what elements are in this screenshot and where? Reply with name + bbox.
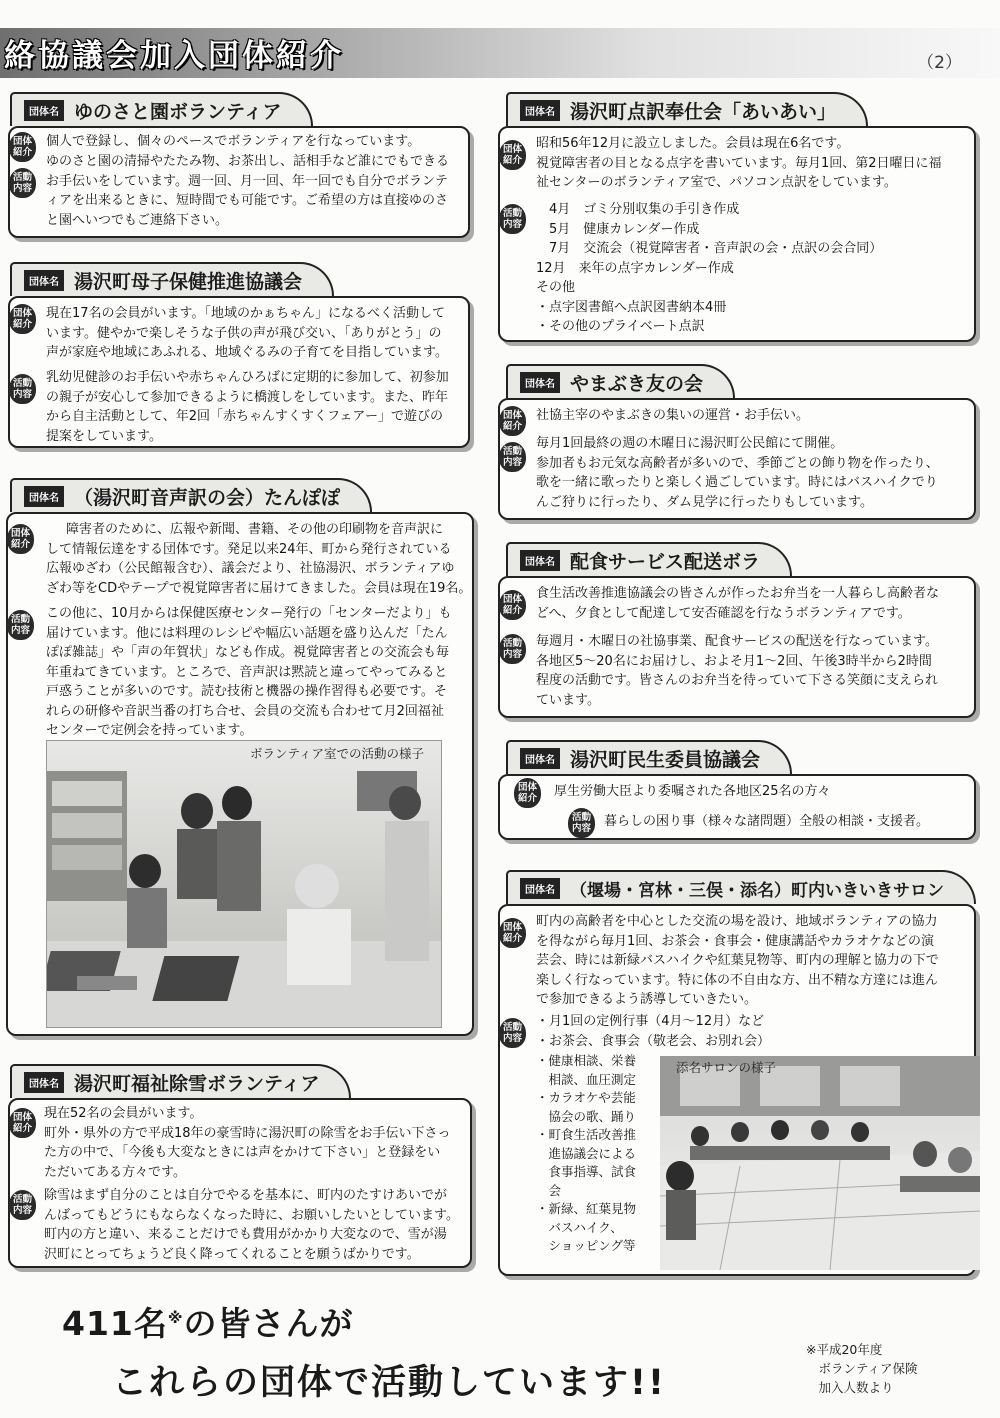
header-banner: [0, 28, 1000, 78]
group-name-tab: [506, 870, 976, 904]
activity-badge: 活動 内容: [9, 168, 36, 198]
group-box: [8, 296, 470, 448]
group-box: [6, 512, 474, 1036]
group-haishoku: [496, 542, 986, 722]
group-name: 湯沢町母子保健推進協議会: [74, 270, 303, 293]
activity-text: この他に、10月からは保健医療センター発行の「センターだより」も 届けています。他には料理のレシピや幅広い話題を盛り込んだ「たん ぽぽ雑誌」や「声の年賀状」なども作成。視覚障害者との交流会も毎 年重ねてきています。ところで、音声訳は黙読と違ってやってみると 戸惑うことが多いのです。読む技術と機器の操作習得も必要です。そ れらの研修や音訳当番の打ち合せ、会員の交流も合わせて月2回福祉 センターで定例会を持っています。: [46, 606, 452, 738]
group-box: [498, 774, 976, 840]
group-box: [8, 126, 470, 238]
intro-badge: 団体 紹介: [9, 304, 36, 334]
activity-badge: 活動 内容: [499, 1018, 526, 1048]
group-name: 湯沢町民生委員協議会: [570, 748, 761, 771]
activity-badge: 活動 内容: [499, 442, 526, 472]
intro-text: 食生活改善推進協議会の皆さんが作ったお弁当を一人暮らし高齢者な どへ、夕食として配達して安否確認を行なうボランティアです。: [536, 586, 940, 621]
activity-text: ・月1回の定例行事（4月〜12月）など ・お茶会、食事会（敬老会、お別れ会）: [536, 1014, 771, 1049]
intro-badge: 団体 紹介: [514, 778, 541, 808]
group-box: [498, 126, 976, 342]
activity-photo: [46, 740, 442, 1028]
group-name-tab: [10, 478, 372, 512]
activity-text: ゆのさと園の清掃やたたみ物、お茶出し、話相手など誰にでもできる お手伝いをしています。週一回、月一回、年一回でも自分でボランテ ィアを出来るときに、短時間でも可能です。ご希望の方は直接ゆのさ と園へいつでもご連絡下さい。: [46, 154, 450, 228]
group-tanpopo: [0, 478, 480, 1038]
group-salon: [496, 870, 986, 1280]
intro-badge: 団体 紹介: [499, 918, 526, 948]
salon-photo-illustration: [660, 1056, 980, 1270]
intro-text: 現在52名の会員がいます。 町外・県外の方で平成18年の豪雪時に湯沢町の除雪をお手伝い下さっ た方の中で、「今後も大変なときには声をかけて下さい」と登録をい ただいてある方々です。: [44, 1106, 451, 1180]
intro-badge: 団体 紹介: [7, 524, 34, 554]
intro-badge: 団体 紹介: [499, 406, 526, 436]
group-name: 配食サービス配送ボラ: [570, 550, 761, 573]
salon-photo: [660, 1056, 980, 1270]
group-name: ゆのさと園ボランティア: [74, 100, 282, 123]
group-box: [498, 398, 976, 520]
group-box: [8, 1098, 472, 1268]
group-label: 団体名: [520, 550, 560, 571]
group-box: [498, 576, 976, 718]
group-name-tab: [10, 262, 334, 296]
intro-text: 現在17名の会員がいます。「地域のかぁちゃん」になるべく活動して います。健やかで楽しそうな子供の声が飛び交い、「ありがとう」の 声が家庭や地域にあふれる、地域ぐるみの子育てを目指しています。: [46, 306, 448, 360]
group-label: 団体名: [24, 270, 64, 291]
activity-badge: 活動 内容: [568, 808, 595, 838]
activity-text: 暮らしの困り事（様々な諸問題）全般の相談・支援者。: [604, 814, 930, 829]
intro-badge: 団体 紹介: [9, 1108, 36, 1138]
group-label: 団体名: [24, 100, 64, 121]
group-josetsu: [0, 1064, 480, 1272]
group-minsei: [496, 740, 986, 844]
group-name: やまぶき友の会: [570, 372, 704, 395]
group-name: 湯沢町点訳奉仕会「あいあい」: [570, 100, 837, 123]
page-title: 絡協議会加入団体紹介: [4, 38, 344, 74]
intro-text: 町内の高齢者を中心とした交流の場を設け、地域ボランティアの協力 を得ながら毎月1回、お茶会・食事会・健康講話やカラオケなどの演 芸会、時には新緑バスハイクや紅葉見物等、町内の理解と協力の下で 楽しく行なっています。特に体の不自由な方、出不精な方達には進ん で参加できるよう誘導していきたい。: [536, 914, 939, 1007]
group-label: 団体名: [520, 100, 560, 121]
intro-text: 障害者のために、広報や新聞、書籍、その他の印刷物を音声訳に して情報伝達をする団体です。発足以来24年、町から発行されている 広報ゆざわ（公民館報含む）、議会だより、社協湯沢、ボランティアゆ ざわ等をCDやテープで視覚障害者に届けてきました。会員は現在19名。: [46, 522, 472, 596]
group-yunosato: [0, 92, 480, 242]
intro-text: 昭和56年12月に設立しました。会員は現在6名です。 視覚障害者の目となる点字を書いています。毎月1回、第2日曜日に福 祉センターのボランティア室で、パソコン点訳をしています。: [536, 136, 942, 190]
intro-badge: 団体 紹介: [499, 590, 526, 620]
activity-text: 除雪はまず自分のことは自分でやるを基本に、町内のたすけあいでが んばってもどうにもならなくなった時に、お願いしたいとしています。 町内の方と違い、来ることだけでも費用がかかり大変なので、雪が湯 沢町にとってちょうど良く降ってくれることを願うばかりです。: [44, 1188, 459, 1262]
footer-line-1: 411名※の皆さんが: [62, 1304, 354, 1343]
page-number: （2）: [917, 53, 962, 73]
activity-badge: 活動 内容: [499, 634, 526, 664]
group-name-tab: [10, 1064, 351, 1098]
activity-list: ・健康相談、栄養 相談、血圧測定 ・カラオケや芸能 協会の歌、踊り ・町食生活改善推 進協議会による 食事指導、試食 会 ・新緑、紅葉見物 バスハイク、 ショッピング等: [536, 1053, 637, 1253]
group-name-tab: [506, 92, 868, 126]
intro-text: 社協主宰のやまぶきの集いの運営・お手伝い。: [536, 408, 810, 423]
footer-line-2: これらの団体で活動しています!!: [112, 1363, 666, 1403]
intro-text: 個人で登録し、個々のペースでボランティアを行なっています。: [46, 134, 421, 149]
room-photo-illustration: [47, 741, 442, 1028]
activity-text: 毎週月・木曜日の社協事業、配食サービスの配送を行なっています。 各地区5〜20名にお届けし、およそ月1〜2回、午後3時半から2時間 程度の活動です。皆さんのお弁当を待っていて下さる笑顔に支えられ ています。: [536, 634, 938, 708]
intro-badge: 団体 紹介: [499, 140, 526, 170]
group-label: 団体名: [520, 372, 560, 393]
activity-text: 乳幼児健診のお手伝いや赤ちゃんひろばに定期的に参加して、初参加 の親子が安心して参加できるように橋渡しをしています。また、昨年 から自主活動として、年2回「赤ちゃんすくすくフェアー」で遊びの 提案をしています。: [46, 370, 449, 444]
group-name-tab: [506, 364, 735, 398]
group-name-tab: [506, 740, 792, 774]
group-label: 団体名: [520, 748, 560, 769]
activity-text: 4月 ゴミ分別収集の手引き作成 5月 健康カレンダー作成 7月 交流会（視覚障害者・音声訳の会・点訳の会合同） 12月 来年の点字カレンダー作成 その他 ・点字図書館へ点訳図書納本4冊 ・その他のプライベート点訳: [536, 202, 883, 334]
footnote: ※平成20年度 ボランティア保険 加入人数より: [806, 1342, 918, 1395]
activity-badge: 活動 内容: [9, 1190, 36, 1220]
activity-badge: 活動 内容: [499, 204, 526, 234]
group-label: 団体名: [24, 486, 64, 507]
activity-text: 毎月1回最終の週の木曜日に湯沢町公民館にて開催。 参加者もお元気な高齢者が多いので、季節ごとの飾り物を作ったり、 歌を一緒に歌ったりと楽しく過ごしています。時にはバスハイクでり んご狩りに行ったり、ダム見学に行ったりもしています。: [536, 436, 939, 510]
group-name: （堰場・宮林・三俣・添名）町内いきいきサロン: [570, 880, 944, 901]
group-name: 湯沢町福祉除雪ボランティア: [74, 1072, 320, 1095]
photo-caption: 添名サロンの様子: [676, 1060, 777, 1075]
group-label: 団体名: [24, 1072, 64, 1093]
group-box: [498, 904, 976, 1276]
photo-caption: ボランティア室での活動の様子: [250, 746, 425, 761]
group-yamabuki: [496, 364, 986, 524]
group-label: 団体名: [520, 878, 560, 899]
activity-badge: 活動 内容: [7, 610, 34, 640]
group-aiai: [496, 92, 986, 348]
activity-badge: 活動 内容: [9, 374, 36, 404]
group-boshi: [0, 262, 480, 452]
group-name-tab: [506, 542, 792, 576]
group-name-tab: [10, 92, 313, 126]
intro-badge: 団体 紹介: [9, 132, 36, 162]
intro-text: 厚生労働大臣より委嘱された各地区25名の方々: [554, 784, 831, 799]
group-name: （湯沢町音声訳の会）たんぽぽ: [74, 486, 341, 509]
